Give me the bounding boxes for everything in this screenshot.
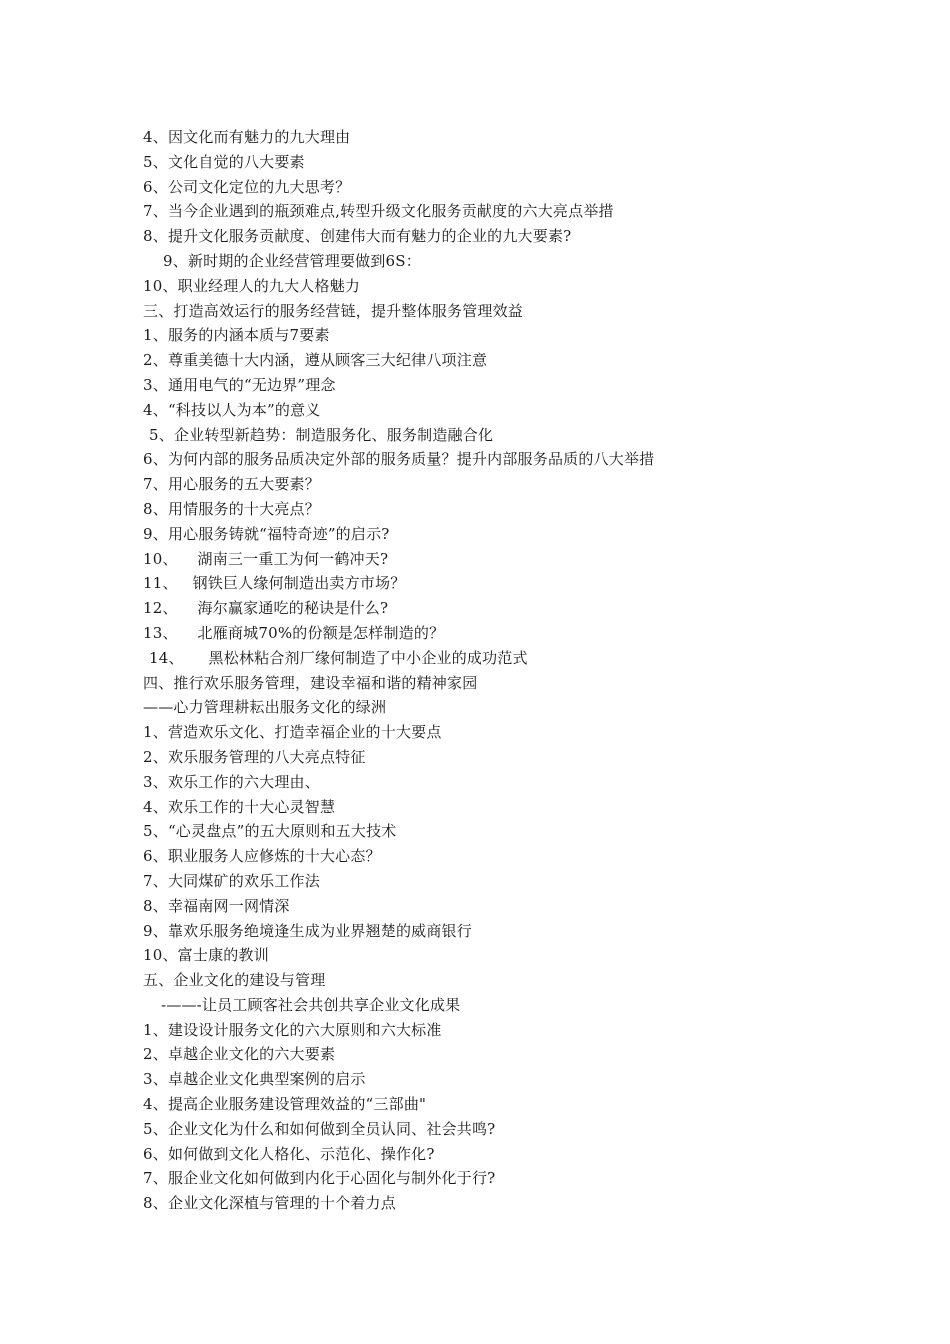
list-item: 1、营造欢乐文化、打造幸福企业的十大要点 <box>143 723 442 742</box>
list-item: 6、职业服务人应修炼的十大心态？ <box>143 847 381 866</box>
list-item: 8、用情服务的十大亮点？ <box>143 499 320 518</box>
list-item: 10、 湖南三一重工为何一鹤冲天? <box>143 549 389 568</box>
list-item: 8、幸福南网一网情深 <box>143 896 290 915</box>
list-item: 12、 海尔赢家通吃的秘诀是什么? <box>143 599 389 618</box>
list-item: 1、建设设计服务文化的六大原则和六大标准 <box>143 1020 442 1039</box>
list-item: 3、欢乐工作的六大理由、 <box>143 772 320 791</box>
list-item: 10、职业经理人的九大人格魅力 <box>143 276 361 295</box>
section-subheading: ——心力管理耕耘出服务文化的绿洲 <box>143 698 387 717</box>
list-item: 6、如何做到文化人格化、示范化、操作化? <box>143 1144 435 1163</box>
list-item: 5、企业文化为什么和如何做到全员认同、社会共鸣? <box>143 1119 496 1138</box>
list-item: 1、服务的内涵本质与7要素 <box>143 326 330 345</box>
list-item: 9、用心服务铸就“福特奇迹”的启示? <box>143 524 390 543</box>
list-item: 3、卓越企业文化典型案例的启示 <box>143 1070 366 1089</box>
list-item: 2、尊重美德十大内涵，遵从顾客三大纪律八项注意 <box>143 351 488 370</box>
list-item: 4、“科技以人为本”的意义 <box>143 400 321 419</box>
list-item: 5、“心灵盘点”的五大原则和五大技术 <box>143 822 397 841</box>
section-heading: 四、推行欢乐服务管理，建设幸福和谐的精神家园 <box>143 673 478 692</box>
list-item: 2、卓越企业文化的六大要素 <box>143 1045 336 1064</box>
list-item: 6、为何内部的服务品质决定外部的服务质量？提升内部服务品质的八大举措 <box>143 450 655 469</box>
list-item: 4、提高企业服务建设管理效益的“三部曲" <box>143 1095 427 1114</box>
list-item: 8、提升文化服务贡献度、创建伟大而有魅力的企业的九大要素? <box>143 227 572 246</box>
list-item: 7、用心服务的五大要素？ <box>143 475 320 494</box>
list-item: 8、企业文化深植与管理的十个着力点 <box>143 1194 396 1213</box>
list-item: 9、新时期的企业经营管理要做到6S： <box>163 251 421 270</box>
section-heading: 三、打造高效运行的服务经营链，提升整体服务管理效益 <box>143 301 524 320</box>
section-subheading: -——-让员工顾客社会共创共享企业文化成果 <box>161 995 461 1014</box>
list-item: 5、文化自觉的八大要素 <box>143 152 305 171</box>
list-item: 13、 北雁商城70%的份额是怎样制造的？ <box>143 623 445 642</box>
list-item: 5、企业转型新趋势：制造服务化、服务制造融合化 <box>149 425 494 444</box>
list-item: 4、欢乐工作的十大心灵智慧 <box>143 797 336 816</box>
list-item: 10、富士康的教训 <box>143 946 269 965</box>
list-item: 3、通用电气的“无边界”理念 <box>143 375 336 394</box>
document-body <box>143 125 863 1216</box>
list-item: 7、大同煤矿的欢乐工作法 <box>143 871 320 890</box>
list-item: 7、当今企业遇到的瓶颈难点,转型升级文化服务贡献度的六大亮点举措 <box>143 202 614 221</box>
list-item: 11、 钢铁巨人缘何制造出卖方市场？ <box>143 574 406 593</box>
section-heading: 五、企业文化的建设与管理 <box>143 971 326 990</box>
list-item: 2、欢乐服务管理的八大亮点特征 <box>143 747 366 766</box>
list-item: 14、 黑松林粘合剂厂缘何制造了中小企业的成功范式 <box>149 648 528 667</box>
list-item: 6、公司文化定位的九大思考？ <box>143 177 351 196</box>
list-item: 9、靠欢乐服务绝境逢生成为业界翘楚的威商银行 <box>143 921 472 940</box>
list-item: 4、因文化而有魅力的九大理由 <box>143 128 351 146</box>
list-item: 7、服企业文化如何做到内化于心固化与制外化于行? <box>143 1169 496 1188</box>
